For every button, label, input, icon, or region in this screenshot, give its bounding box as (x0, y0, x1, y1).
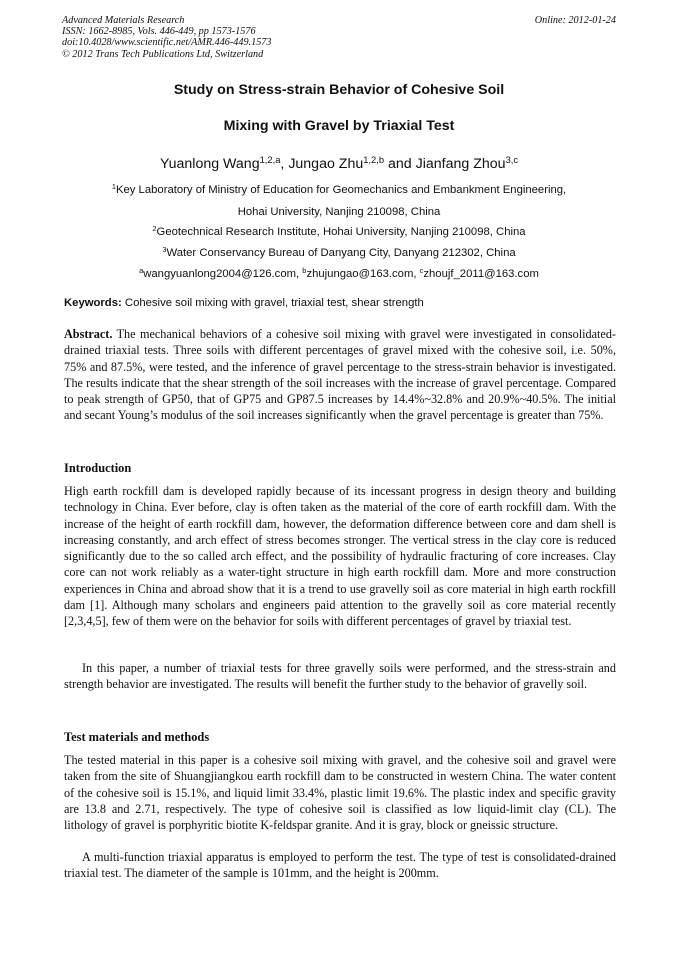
author-1-sup: 1,2,a (259, 154, 281, 165)
author-2-sup: 1,2,b (363, 154, 385, 165)
abstract-text: The mechanical behaviors of a cohesive soil mixing with gravel were investigated in consolidated-drained triaxial tests. Three soils with different percentages of gravel mixed with the cohesive soil, i.e. 50%, 75% and 87.5%, were tested, and the inference of gravel percentage to the stress-strain behavior is investigated. The results indicate that the shear strength of the soil increases with the increase of gravel percentage. Compared to peak strength of GP50, that of GP75 and GP87.5 increases by 14.4%~32.8% and 20.9%~40.5%. The initial and secant Young’s modulus of the soil increases significantly when the gravel percentage is greater than 75%. (64, 327, 616, 423)
keywords-line (64, 297, 616, 309)
methods-heading: Test materials and methods (64, 730, 210, 744)
affiliation-3 (62, 244, 616, 259)
author-2-sep: and (384, 156, 416, 172)
doi-line: doi:10.4028/www.scientific.net/AMR.446-449.1573 (62, 37, 272, 49)
author-3-sup: 3,c (505, 154, 519, 165)
author-2-name: Jungao Zhu (288, 156, 364, 172)
abstract-label: Abstract. (64, 327, 113, 341)
author-list (62, 156, 616, 172)
author-emails (62, 265, 616, 280)
introduction-paragraph-2: In this paper, a number of triaxial tests for three gravelly soils were performed, and the stress-strain and strength behavior are investigated. The results will benefit the further study to the behavior of gravelly soil. (64, 661, 616, 692)
abstract-paragraph (64, 326, 616, 424)
affiliation-1-line-2: Hohai University, Nanjing 210098, China (237, 206, 441, 218)
email-c: zhoujf_2011@163.com (423, 268, 539, 280)
author-1-name: Yuanlong Wang (159, 156, 260, 172)
affiliation-3-text: Water Conservancy Bureau of Danyang City, Danyang 212302, China (166, 247, 516, 259)
affiliation-2-sup: 2 (152, 223, 157, 233)
author-1-sep: , (280, 156, 289, 172)
introduction-heading: Introduction (64, 461, 132, 475)
email-a-sup: a (139, 265, 144, 275)
paper-title-line-1: Study on Stress-strain Behavior of Cohesive Soil (173, 82, 505, 98)
email-b: zhujungao@163.com, (306, 268, 420, 280)
affiliation-2 (62, 223, 616, 238)
email-c-sup: c (419, 265, 424, 275)
copyright-line: © 2012 Trans Tech Publications Ltd, Switzerland (62, 48, 264, 60)
journal-name: Advanced Materials Research (62, 15, 185, 26)
email-b-sup: b (302, 265, 307, 275)
affiliation-2-text: Geotechnical Research Institute, Hohai University, Nanjing 210098, China (156, 226, 526, 238)
affiliation-1-text: Key Laboratory of Ministry of Education for Geomechanics and Embankment Engineering, (115, 184, 567, 196)
introduction-paragraph-1: High earth rockfill dam is developed rapidly because of its incessant progress in design theory and building technology in China. Ever before, clay is often taken as the material of the core of earth rockfill dam. With the increase of the height of earth rockfill dam, however, the deformation difference between core and dam shell is increasing constantly, and arch effect of stress becomes stronger. The vertical stress in the clay core is reduced significantly due to the so called arch effect, and the possibility of hydraulic fracturing of core increases. Clay core can not work reliably as a water-tight structure in high earth rockfill dam. More and more construction experiences in China and abroad show that it is a trend to use gravelly soil as core material in high earth rockfill dam [1]. Although many scholars and engineers paid attention to the gravelly soil as core material recently [2,3,4,5], few of them were on the behavior for soils with different percentages of gravel by triaxial test. (64, 484, 616, 629)
journal-header (62, 15, 616, 60)
paper-title-line-2: Mixing with Gravel by Triaxial Test (223, 118, 455, 134)
methods-paragraph-2: A multi-function triaxial apparatus is employed to perform the test. The type of test is consolidated-drained triaxial test. The diameter of the sample is 101mm, and the height is 200mm. (64, 850, 616, 881)
affiliation-3-sup: 3 (162, 244, 167, 254)
keywords-text: Cohesive soil mixing with gravel, triaxial test, shear strength (121, 297, 424, 309)
email-a: wangyuanlong2004@126.com, (143, 268, 303, 280)
online-date: Online: 2012-01-24 (534, 15, 616, 26)
author-3-name: Jianfang Zhou (415, 156, 506, 172)
keywords-label: Keywords: (64, 297, 122, 309)
issn-line: ISSN: 1662-8985, Vols. 446-449, pp 1573-1576 (62, 26, 256, 38)
methods-paragraph-1: The tested material in this paper is a cohesive soil mixing with gravel, and the cohesive soil and gravel were taken from the site of Shuangjiangkou earth rockfill dam to be constructed in western China. The water content of the cohesive soil is 15.1%, and liquid limit 33.4%, plastic limit 19.6%. The plastic index and specific gravity are 13.8 and 2.71, respectively. The type of cohesive soil is classified as low liquid-limit clay (CL). The lithology of gravel is porphyritic biotite K-feldspar granite. And it is gray, block or gneissic structure. (64, 753, 616, 833)
affiliation-1-sup: 1 (111, 181, 116, 191)
affiliation-1-line-1 (62, 181, 616, 196)
